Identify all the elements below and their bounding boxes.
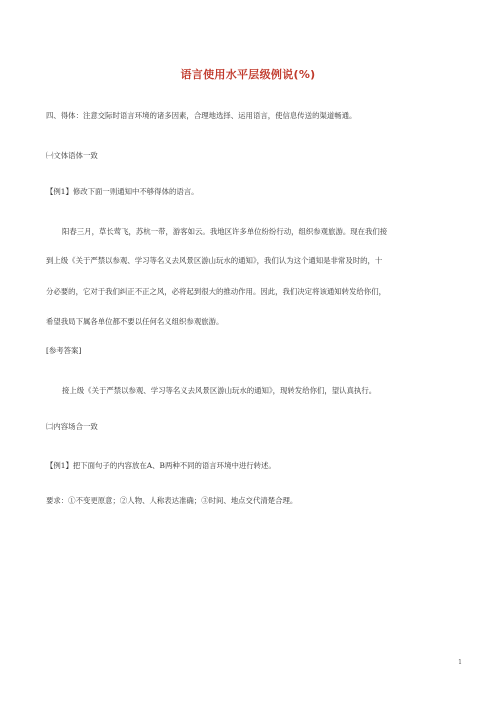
example-2-heading: 【例1】把下面句子的内容放在A、B两种不同的语言环境中进行转述。 [46, 461, 276, 470]
requirements-text: 要求：①不变更原意；②人物、人称表达准确；③时间、地点交代清楚合理。 [46, 496, 298, 505]
reference-answer-text: 接上级《关于严禁以参观、学习等名义去风景区游山玩水的通知》，现转发给你们，望认真执行。 [62, 386, 377, 395]
paragraph-line-4: 希望我局下属各单位都不要以任何名义组织参观旅游。 [46, 317, 224, 326]
subsection-heading-style: ㈠文体语体一致 [46, 151, 98, 160]
example-1-heading: 【例1】修改下面一则通知中不够得体的语言。 [46, 187, 199, 196]
page-number: 1 [458, 659, 462, 666]
document-title: 语言使用水平层级例说(%) [180, 68, 316, 81]
reference-answer-heading: [参考答案] [46, 346, 82, 355]
paragraph-line-1: 阳春三月，草长莺飞，苏杭一带，游客如云。我地区许多单位纷纷行动，组织参观旅游。现在我们接 [62, 227, 388, 236]
section-heading-appropriateness: 四、得体：注意交际时语言环境的诸多因素，合理地选择、运用语言，使信息传送的渠道畅通。 [46, 111, 357, 120]
subsection-heading-content: ㈡内容场合一致 [46, 422, 98, 431]
paragraph-line-3: 分必要的，它对于我们纠正不正之风，必将起到很大的推动作用。因此，我们决定将该通知转发给你们， [46, 287, 386, 296]
paragraph-line-2: 到上级《关于严禁以参观、学习等名义去风景区游山玩水的通知》，我们认为这个通知是非常及时的，十 [46, 256, 383, 265]
